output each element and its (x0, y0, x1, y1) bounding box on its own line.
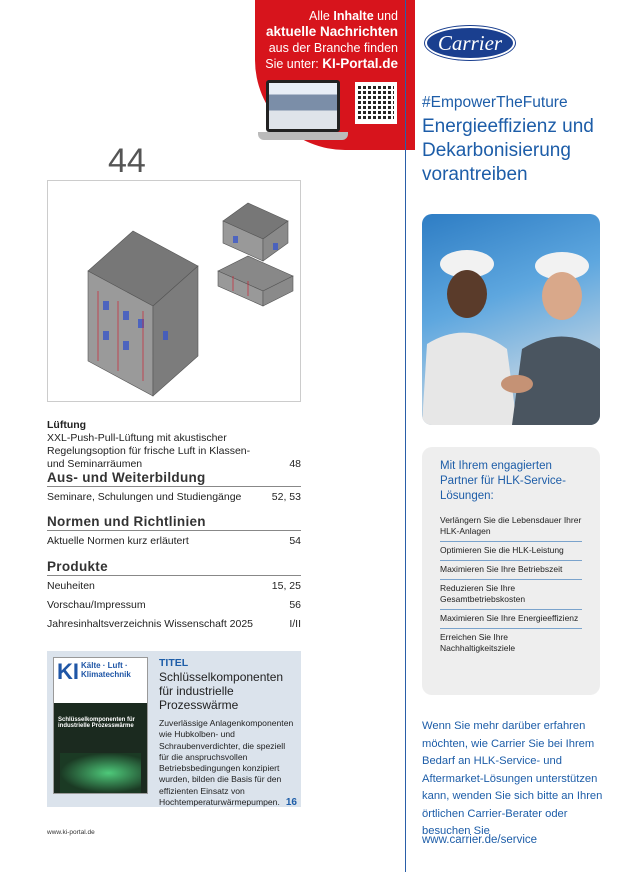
carrier-logo: Carrier (425, 26, 515, 60)
benefit-item: Erreichen Sie Ihre Nachhaltigkeitsziele (440, 632, 516, 653)
technicians-photo (422, 214, 600, 425)
toc-entry-title: Aktuelle Normen kurz erläutert (47, 535, 189, 547)
cover-headline: Schlüsselkomponenten für industrielle Prozesswärme (58, 717, 136, 729)
benefit-item: Maximieren Sie Ihre Energieeffizienz (440, 610, 582, 629)
toc-entry[interactable] (47, 491, 301, 504)
promo-link[interactable]: KI-Portal.de (322, 56, 398, 71)
promo-line: Alle (309, 9, 334, 23)
benefit-item: Verlängern Sie die Lebensdauer Ihrer HLK-Anlagen (440, 512, 582, 542)
promo-bold: Inhalte (333, 9, 374, 23)
benefit-item: Reduzieren Sie Ihre Gesamtbetriebskosten (440, 580, 582, 610)
cover-story-text: Zuverlässige Anlagenkomponenten wie Hubkolben- und Schraubenverdichter, die speziell für die anspruchsvollen Betriebsbedingungen konzipiert wurden, bilden die Basis für den effizienten Einsatz von Hochtemperaturwärmepumpen. (159, 718, 294, 808)
toc-entry[interactable] (47, 432, 301, 471)
toc-entry[interactable] (47, 535, 301, 548)
footer-url[interactable]: www.ki-portal.de (47, 829, 95, 836)
toc-entry-page: 48 (289, 458, 301, 470)
toc-entry-page: 54 (289, 535, 301, 547)
toc-entry-title: Vorschau/Impressum (47, 599, 146, 611)
toc-entry[interactable] (47, 599, 301, 612)
promo-line: aktuelle Nachrichten (265, 24, 398, 39)
toc-section-heading: Aus- und Weiterbildung (47, 471, 301, 487)
cover-story-box[interactable] (47, 651, 301, 807)
toc-section (47, 560, 301, 631)
ad-headline: Energieeffizienz und Dekarbonisierung vorantreiben (422, 116, 594, 185)
toc-lueftung (47, 419, 301, 471)
building-ventilation-render (47, 180, 301, 402)
ad-contact-text: Wenn Sie mehr darüber erfahren möchten, wie Carrier Sie bei Ihrem Bedarf an HLK-Service- und Aftermarket-Lösungen unterstützen kann, wenden Sie sich bitte an Ihren örtlichen Carrier-Berater oder besuchen Sie (422, 720, 603, 837)
promo-line: aus der Branche finden (268, 41, 398, 55)
benefits-title: Mit Ihrem engagierten Partner für HLK-Service-Lösungen: (440, 460, 566, 502)
promo-line: und (373, 9, 398, 23)
laptop-image (258, 80, 348, 142)
magazine-cover (53, 657, 148, 794)
carrier-service-link[interactable]: www.carrier.de/service (422, 834, 538, 846)
toc-entry-title: XXL-Push-Pull-Lüftung mit akustischer Regelungsoption für frische Luft in Klassen- und Seminarräumen (47, 432, 251, 470)
benefit-item: Maximieren Sie Ihre Betriebszeit (440, 561, 582, 580)
cover-story-label: TITEL (159, 657, 189, 669)
toc-entry-page: 52, 53 (271, 491, 301, 503)
toc-entry-title: Seminare, Schulungen und Studiengänge (47, 491, 242, 503)
page-number: 44 (108, 142, 146, 180)
promo-line: Sie unter: (265, 57, 323, 71)
toc-heading: Lüftung (47, 419, 87, 431)
qr-code (355, 82, 397, 124)
ad-hashtag: #EmpowerTheFuture (422, 94, 568, 111)
magazine-title: Kälte · Luft · Klimatechnik (81, 661, 131, 679)
toc-section (47, 471, 301, 504)
toc-entry[interactable] (47, 618, 301, 631)
benefits-box (422, 447, 600, 695)
cover-story-title: Schlüsselkomponenten für industrielle Prozesswärme (159, 670, 284, 712)
cover-story-page: 16 (285, 797, 297, 809)
toc-entry-title: Jahresinhaltsverzeichnis Wissenschaft 2025 (47, 618, 254, 630)
toc-section-heading: Produkte (47, 560, 301, 576)
toc-entry-page: I/II (289, 618, 301, 630)
toc-section (47, 515, 301, 548)
benefit-item: Optimieren Sie die HLK-Leistung (440, 542, 582, 561)
promo-text (258, 8, 398, 72)
column-divider (405, 0, 406, 872)
ki-logo: KI (57, 659, 79, 684)
toc-section-heading: Normen und Richtlinien (47, 515, 301, 531)
toc-entry-page: 56 (289, 599, 301, 611)
toc-entry-page: 15, 25 (271, 580, 301, 592)
toc-entry-title: Neuheiten (47, 580, 95, 592)
toc-entry[interactable] (47, 580, 301, 593)
